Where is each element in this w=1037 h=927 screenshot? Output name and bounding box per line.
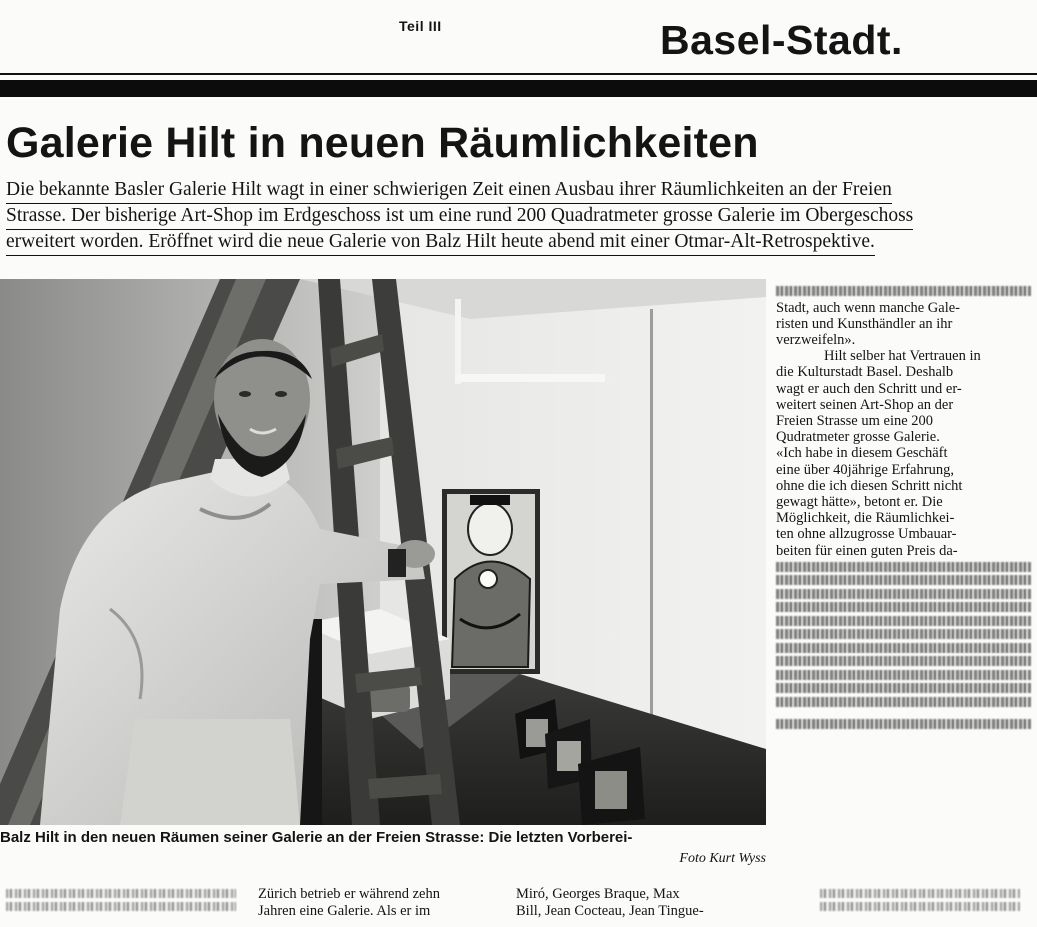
side-text-line: weitert seinen Art-Shop an der bbox=[776, 396, 954, 413]
side-text-line: risten und Kunsthändler an ihr bbox=[776, 315, 953, 332]
bottom-text-line: Miró, Georges Braque, Max bbox=[516, 886, 680, 902]
side-text-line: beiten für einen guten Preis da- bbox=[776, 542, 958, 559]
header-rule-thick bbox=[0, 80, 1037, 97]
illegible-text-line bbox=[776, 286, 1031, 296]
side-text-line: die Kulturstadt Basel. Deshalb bbox=[776, 364, 954, 381]
side-text-line: eine über 40jährige Erfahrung, bbox=[776, 461, 954, 478]
bottom-text-line: Bill, Jean Cocteau, Jean Tingue- bbox=[516, 903, 704, 919]
bottom-text-line: Zürich betrieb er während zehn bbox=[258, 886, 440, 902]
page-section-number: Teil III bbox=[399, 18, 442, 34]
bottom-column-4 bbox=[820, 886, 1020, 915]
side-text-line: Stadt, auch wenn manche Gale- bbox=[776, 299, 960, 316]
side-text-line: verzweifeln». bbox=[776, 331, 856, 348]
illegible-text-line bbox=[776, 683, 1031, 693]
bottom-column-2 bbox=[258, 886, 503, 920]
illegible-text-line bbox=[776, 656, 1031, 666]
illegible-text-line bbox=[776, 697, 1031, 707]
illegible-text-line bbox=[776, 643, 1031, 653]
side-text-line: Hilt selber hat Vertrauen in bbox=[824, 348, 981, 365]
side-text-line: Möglichkeit, die Räumlichkei- bbox=[776, 510, 955, 527]
side-text-line: wagt er auch den Schritt und er- bbox=[776, 380, 962, 397]
side-text-line: Freien Strasse um eine 200 bbox=[776, 412, 934, 429]
side-text-line: «Ich habe in diesem Geschäft bbox=[776, 445, 948, 462]
lead-line: Strasse. Der bisherige Art-Shop im Erdgeschoss ist um eine rund 200 Quadratmeter grosse Galerie im Obergeschoss bbox=[6, 204, 913, 230]
photo-credit: Foto Kurt Wyss bbox=[679, 851, 766, 866]
illegible-text-line bbox=[776, 670, 1031, 680]
illegible-text-line bbox=[776, 616, 1031, 626]
side-text-line: Qudratmeter grosse Galerie. bbox=[776, 429, 940, 446]
article-photo bbox=[0, 279, 766, 825]
side-text-line: gewagt hätte», betont er. Die bbox=[776, 493, 943, 510]
bottom-text-line: Jahren eine Galerie. Als er im bbox=[258, 903, 431, 919]
gallery-photo-illustration bbox=[0, 279, 766, 825]
lead-line: Die bekannte Basler Galerie Hilt wagt in einer schwierigen Zeit einen Ausbau ihrer Räumlichkeiten an der Freien bbox=[6, 178, 892, 204]
illegible-text-line bbox=[6, 902, 236, 911]
bottom-column-1 bbox=[6, 886, 236, 915]
illegible-text-line bbox=[6, 889, 236, 898]
bottom-column-3 bbox=[516, 886, 766, 920]
side-column-text bbox=[776, 283, 1031, 732]
lead-line: erweitert worden. Eröffnet wird die neue Galerie von Balz Hilt heute abend mit einer Otmar-Alt-Retrospektive. bbox=[6, 230, 875, 256]
illegible-text-line bbox=[776, 589, 1031, 599]
photo-caption: Balz Hilt in den neuen Räumen seiner Galerie an der Freien Strasse: Die letzten Vorberei- bbox=[0, 829, 633, 846]
section-title: Basel-Stadt. bbox=[660, 17, 903, 63]
illegible-text-line bbox=[776, 562, 1031, 572]
illegible-text-line bbox=[776, 629, 1031, 639]
article-headline: Galerie Hilt in neuen Räumlichkeiten bbox=[6, 119, 759, 167]
side-text-line: ohne die ich diesen Schritt nicht bbox=[776, 477, 963, 494]
header-rule-thin bbox=[0, 73, 1037, 75]
illegible-text-line bbox=[776, 602, 1031, 612]
side-text-line: ten ohne allzugrosse Umbauar- bbox=[776, 526, 957, 543]
illegible-text-line bbox=[820, 889, 1020, 898]
illegible-text-line bbox=[820, 902, 1020, 911]
illegible-text-line bbox=[776, 719, 1031, 729]
illegible-text-line bbox=[776, 575, 1031, 585]
